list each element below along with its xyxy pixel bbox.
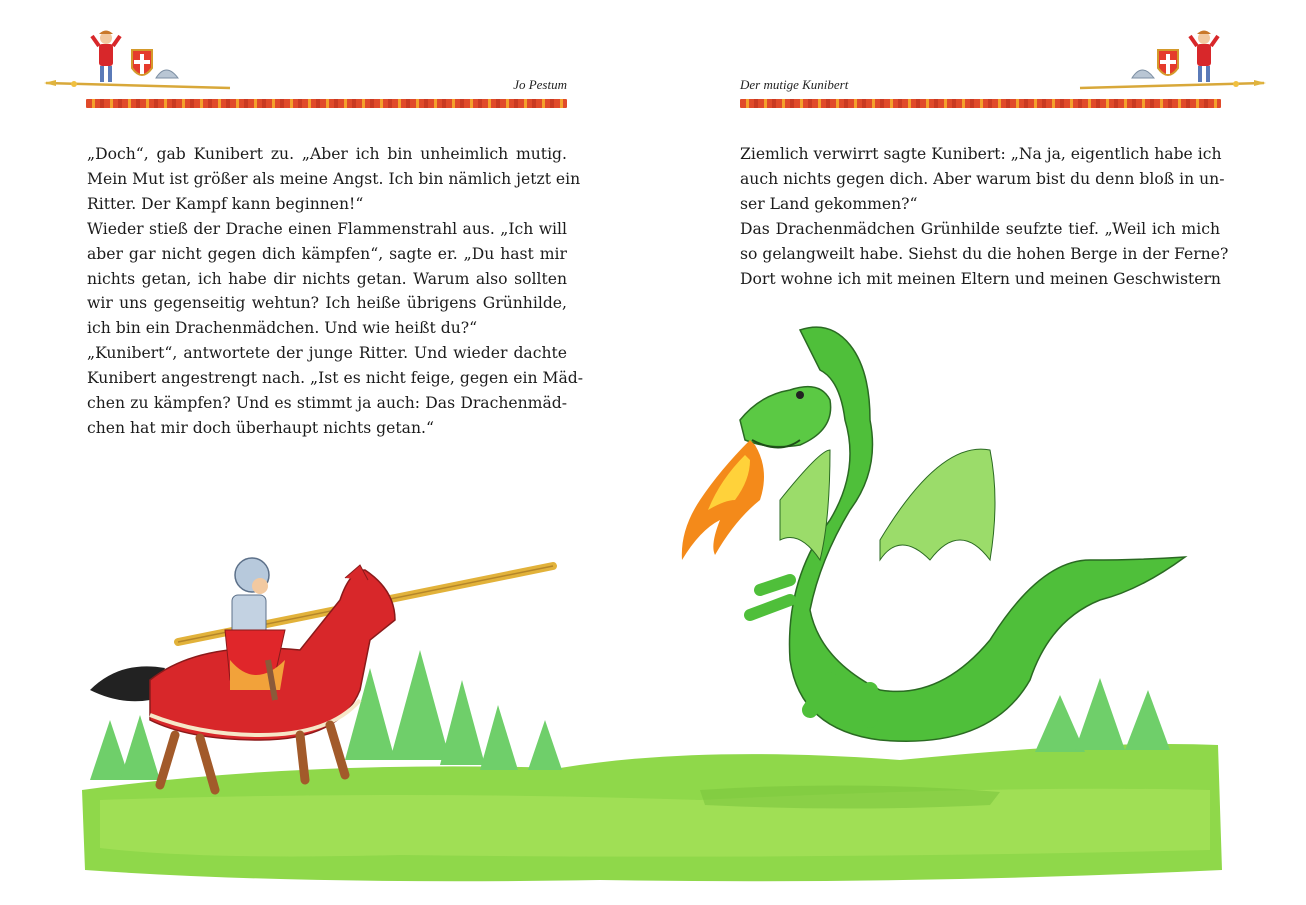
- paragraph: [740, 217, 1229, 292]
- text-line: wir uns gegenseitig wehtun? Ich heiße übrigens Grünhilde,: [87, 294, 567, 313]
- decorative-border: [86, 99, 567, 108]
- text-line: nichts getan, ich habe dir nichts getan. Warum also sollten: [87, 269, 567, 288]
- paragraph: [87, 217, 567, 342]
- right-page-text: [740, 142, 1229, 291]
- text-line: Kunibert angestrengt nach. „Ist es nicht feige, gegen ein Mäd-: [87, 369, 583, 388]
- text-line: chen zu kämpfen? Und es stimmt ja auch: Das Drachenmäd-: [87, 394, 567, 413]
- paragraph: [87, 142, 581, 217]
- text-line: ser Land gekommen?“: [740, 194, 918, 213]
- text-line: „Doch“, gab Kunibert zu. „Aber ich bin unheimlich mutig.: [87, 145, 567, 163]
- text-line: Mein Mut ist größer als meine Angst. Ich bin nämlich jetzt ein: [87, 169, 581, 188]
- text-line: Dort wohne ich mit meinen Eltern und meinen Geschwistern: [740, 269, 1221, 288]
- paragraph: [740, 142, 1225, 217]
- paragraph: [87, 341, 583, 441]
- text-line: ich bin ein Drachenmädchen. Und wie heißt du?“: [87, 319, 478, 338]
- knight-ornament-icon: [1076, 28, 1266, 94]
- text-line: auch nichts gegen dich. Aber warum bist du denn bloß in un-: [740, 169, 1225, 188]
- header-book-title: Der mutige Kunibert: [740, 77, 849, 92]
- text-line: chen hat mir doch überhaupt nichts getan.“: [87, 418, 434, 437]
- decorative-border: [740, 99, 1221, 108]
- right-page: [653, 0, 1306, 905]
- knight-ornament-icon: [44, 28, 234, 94]
- text-line: so gelangweilt habe. Siehst du die hohen Berge in der Ferne?: [740, 244, 1229, 263]
- text-line: Das Drachenmädchen Grünhilde seufzte tief. „Weil ich mich: [740, 219, 1220, 238]
- text-line: Wieder stieß der Drache einen Flammenstrahl aus. „Ich will: [87, 219, 567, 238]
- text-line: Ritter. Der Kampf kann beginnen!“: [87, 194, 364, 213]
- text-line: Ziemlich verwirrt sagte Kunibert: „Na ja, eigentlich habe ich: [740, 145, 1222, 163]
- header-author: Jo Pestum: [513, 77, 567, 92]
- left-page-text: [87, 142, 583, 441]
- text-line: „Kunibert“, antwortete der junge Ritter. Und wieder dachte: [87, 344, 567, 363]
- text-line: aber gar nicht gegen dich kämpfen“, sagte er. „Du hast mir: [87, 244, 567, 263]
